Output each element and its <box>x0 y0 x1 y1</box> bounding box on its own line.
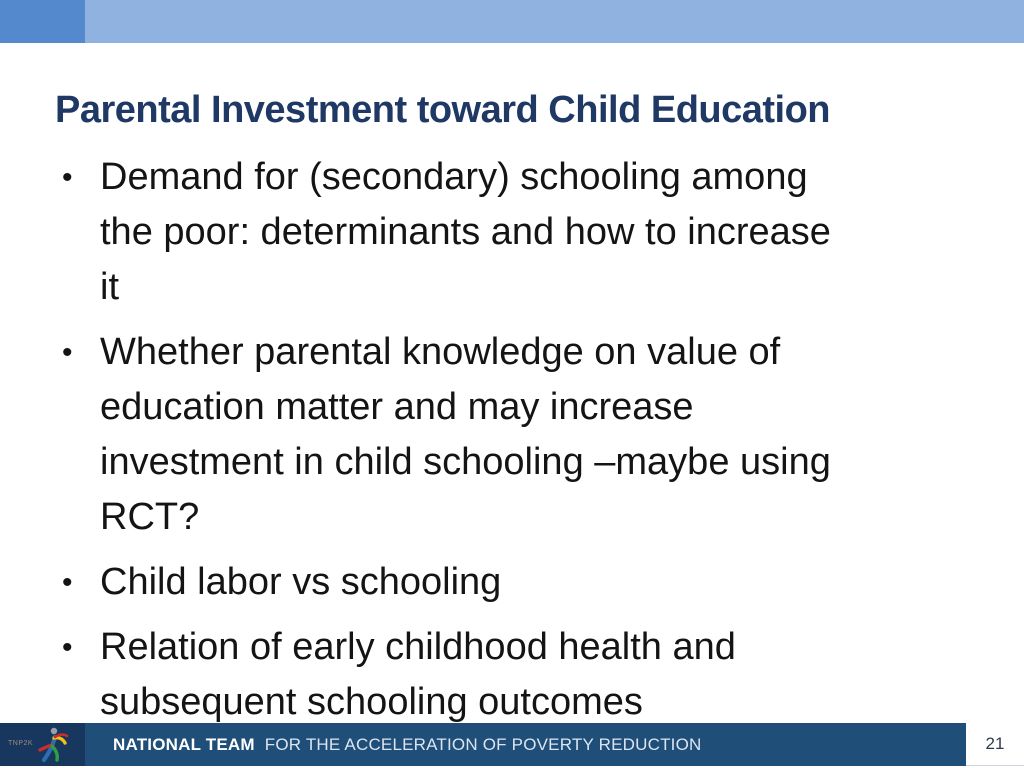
slide-title: Parental Investment toward Child Education <box>55 89 831 132</box>
tnp2k-logo-label: TNP2K <box>8 740 34 747</box>
bullet-icon: • <box>62 336 73 369</box>
tnp2k-person-logo-icon <box>30 724 72 766</box>
footer-logo-box <box>0 723 85 766</box>
bullet-item <box>60 150 860 315</box>
bullet-icon: • <box>62 161 73 194</box>
page-number-cell <box>966 723 1024 766</box>
footer-bar <box>0 723 1024 766</box>
bullet-list <box>60 150 860 740</box>
bullet-item <box>60 325 860 545</box>
footer-org-name: NATIONAL TEAM <box>113 734 255 754</box>
footer-org-tagline: FOR THE ACCELERATION OF POVERTY REDUCTION <box>264 734 702 754</box>
bullet-text: Relation of early childhood health and subsequent schooling outcomes <box>100 626 736 723</box>
bullet-icon: • <box>62 631 73 664</box>
bullet-text: Child labor vs schooling <box>100 561 502 603</box>
top-banner <box>0 0 1024 43</box>
top-banner-accent-square <box>0 0 85 43</box>
bullet-item <box>60 555 860 610</box>
bullet-item <box>60 620 860 730</box>
page-number: 21 <box>985 734 1005 753</box>
footer-org-strip <box>85 723 966 766</box>
bullet-icon: • <box>62 566 73 599</box>
bullet-text: Whether parental knowledge on value of education matter and may increase investment in child schooling –maybe using RCT? <box>100 331 831 538</box>
bullet-text: Demand for (secondary) schooling among the poor: determinants and how to increase it <box>100 156 831 308</box>
